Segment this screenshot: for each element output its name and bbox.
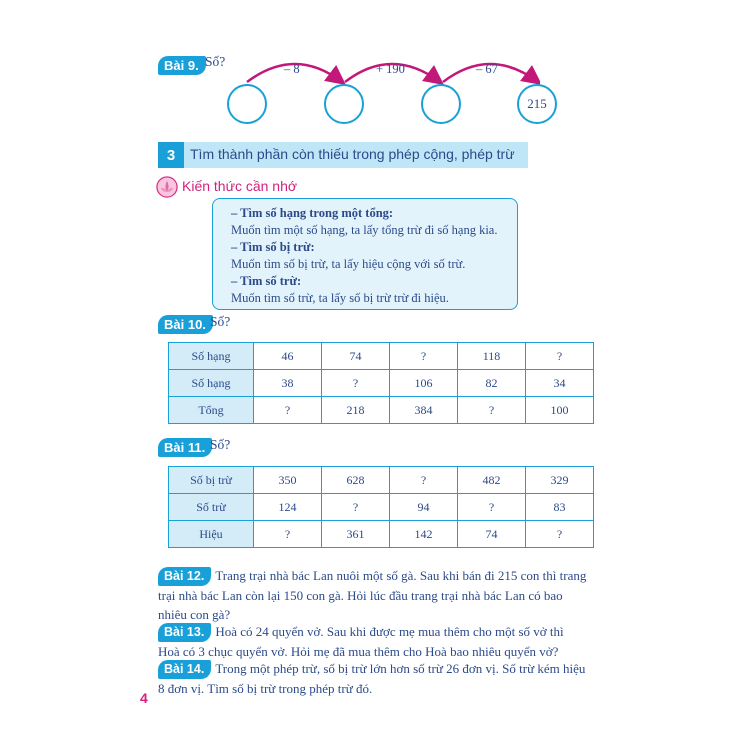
circle-4: 215 bbox=[517, 84, 557, 124]
table-cell[interactable]: ? bbox=[458, 494, 526, 521]
circle-2[interactable] bbox=[324, 84, 364, 124]
knowledge-body-1: Muốn tìm một số hạng, ta lấy tổng trừ đi số hạng kia. bbox=[231, 223, 498, 237]
section-title: Tìm thành phần còn thiếu trong phép cộng, phép trừ bbox=[190, 146, 515, 162]
bai14-problem bbox=[158, 659, 588, 698]
table-row bbox=[169, 467, 594, 494]
row-label: Số bị trừ bbox=[169, 467, 254, 494]
table-cell: 74 bbox=[322, 343, 390, 370]
table-cell: 94 bbox=[390, 494, 458, 521]
table-cell: 361 bbox=[322, 521, 390, 548]
table-cell: 82 bbox=[458, 370, 526, 397]
bai10-table bbox=[168, 342, 594, 424]
table-cell: 118 bbox=[458, 343, 526, 370]
bai9-badge: Bài 9. bbox=[158, 56, 206, 75]
knowledge-head-3: – Tìm số trừ: bbox=[231, 274, 302, 288]
knowledge-body-3: Muốn tìm số trừ, ta lấy số bị trừ trừ đi hiệu. bbox=[231, 291, 449, 305]
knowledge-head-1: – Tìm số hạng trong một tổng: bbox=[231, 206, 394, 220]
bai11-prompt: Số? bbox=[210, 437, 231, 452]
table-row bbox=[169, 343, 594, 370]
knowledge-head-2: – Tìm số bị trừ: bbox=[231, 240, 315, 254]
table-cell: 329 bbox=[526, 467, 594, 494]
table-cell: 46 bbox=[254, 343, 322, 370]
table-cell: 384 bbox=[390, 397, 458, 424]
bai13-text: Hoà có 24 quyển vở. Sau khi được mẹ mua thêm cho một số vở thì Hoà có 3 chục quyển vở. Hỏi mẹ đã mua thêm cho Hoà bao nhiêu quyển vở? bbox=[158, 624, 564, 659]
table-row bbox=[169, 370, 594, 397]
table-cell[interactable]: ? bbox=[322, 494, 390, 521]
table-cell: 34 bbox=[526, 370, 594, 397]
row-label: Số hạng bbox=[169, 343, 254, 370]
knowledge-title: Kiến thức cần nhớ bbox=[182, 178, 298, 194]
table-cell: 74 bbox=[458, 521, 526, 548]
bai13-problem bbox=[158, 622, 588, 661]
table-row bbox=[169, 494, 594, 521]
table-cell[interactable]: ? bbox=[390, 467, 458, 494]
bai12-text: Trang trại nhà bác Lan nuôi một số gà. Sau khi bán đi 215 con thì trang trại nhà bác Lan còn lại 150 con gà. Hỏi lúc đầu trang trại nhà bác Lan có bao nhiêu con gà? bbox=[158, 568, 587, 622]
table-cell[interactable]: ? bbox=[526, 343, 594, 370]
section-number: 3 bbox=[158, 142, 184, 168]
table-cell[interactable]: ? bbox=[322, 370, 390, 397]
bai10-badge: Bài 10. bbox=[158, 315, 213, 334]
table-cell: 628 bbox=[322, 467, 390, 494]
table-cell: 218 bbox=[322, 397, 390, 424]
table-cell: 482 bbox=[458, 467, 526, 494]
table-row bbox=[169, 397, 594, 424]
table-cell: 350 bbox=[254, 467, 322, 494]
op-label-3: – 67 bbox=[476, 62, 498, 76]
circle-1[interactable] bbox=[227, 84, 267, 124]
table-row bbox=[169, 521, 594, 548]
bai9-prompt: Số? bbox=[205, 54, 226, 69]
lotus-icon bbox=[156, 176, 178, 198]
table-cell[interactable]: ? bbox=[254, 521, 322, 548]
circle-3[interactable] bbox=[421, 84, 461, 124]
table-cell: 106 bbox=[390, 370, 458, 397]
bai11-badge: Bài 11. bbox=[158, 438, 212, 457]
page-number: 4 bbox=[140, 690, 148, 706]
table-cell: 38 bbox=[254, 370, 322, 397]
bai12-badge: Bài 12. bbox=[158, 567, 211, 586]
table-cell[interactable]: ? bbox=[526, 521, 594, 548]
bai12-problem bbox=[158, 566, 588, 624]
table-cell: 100 bbox=[526, 397, 594, 424]
knowledge-box bbox=[212, 198, 518, 310]
op-label-2: + 190 bbox=[376, 62, 405, 76]
row-label: Số trừ bbox=[169, 494, 254, 521]
table-cell[interactable]: ? bbox=[390, 343, 458, 370]
knowledge-body-2: Muốn tìm số bị trừ, ta lấy hiệu cộng với số trừ. bbox=[231, 257, 466, 271]
bai14-badge: Bài 14. bbox=[158, 660, 211, 679]
bai13-badge: Bài 13. bbox=[158, 623, 211, 642]
table-cell: 142 bbox=[390, 521, 458, 548]
table-cell: 124 bbox=[254, 494, 322, 521]
bai14-text: Trong một phép trừ, số bị trừ lớn hơn số trừ 26 đơn vị. Số trừ kém hiệu 8 đơn vị. Tìm số bị trừ trong phép trừ đó. bbox=[158, 661, 586, 696]
row-label: Số hạng bbox=[169, 370, 254, 397]
row-label: Hiệu bbox=[169, 521, 254, 548]
row-label: Tổng bbox=[169, 397, 254, 424]
table-cell: 83 bbox=[526, 494, 594, 521]
table-cell[interactable]: ? bbox=[254, 397, 322, 424]
table-cell[interactable]: ? bbox=[458, 397, 526, 424]
bai11-table bbox=[168, 466, 594, 548]
op-label-1: – 8 bbox=[284, 62, 300, 76]
bai10-prompt: Số? bbox=[210, 314, 231, 329]
